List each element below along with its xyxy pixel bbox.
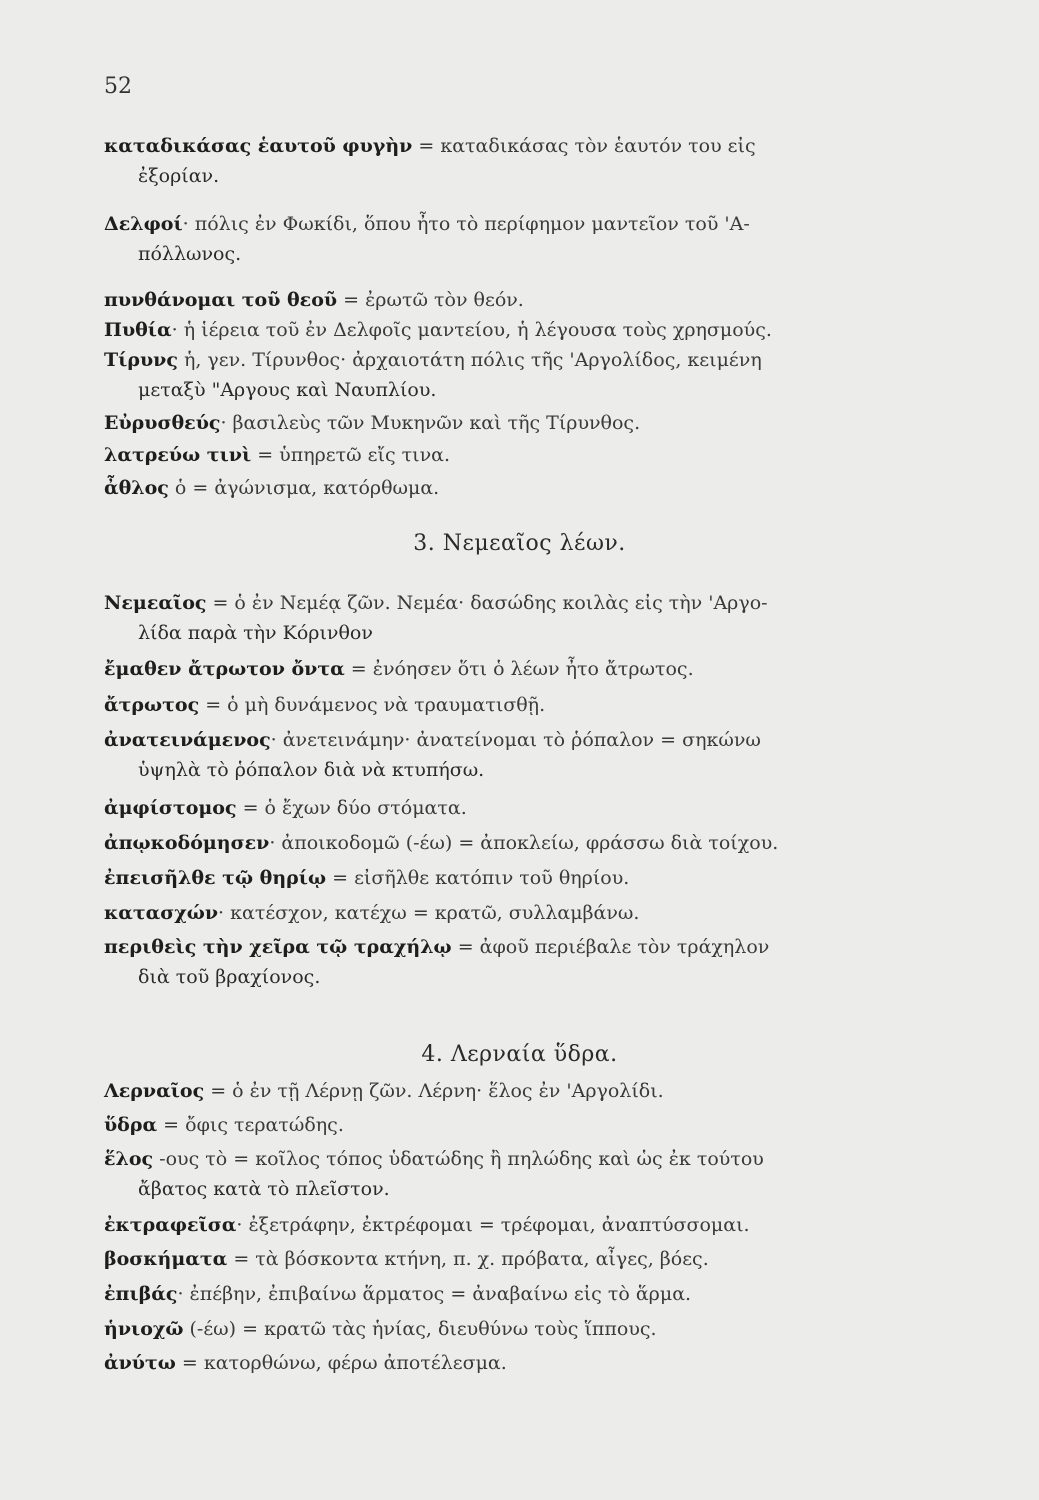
glossary-entry	[104, 1244, 964, 1274]
definition-continuation: πόλλωνος.	[138, 243, 242, 265]
headword: Δελφοί	[104, 213, 183, 235]
definition: = κατορθώνω, φέρω ἀποτέλεσμα.	[175, 1352, 507, 1374]
headword: ἀνατεινάμενος	[104, 729, 271, 751]
glossary-entry	[104, 1314, 964, 1344]
definition: · ἐξετράφην, ἐκτρέφομαι = τρέφομαι, ἀναπτύσσομαι.	[236, 1214, 750, 1236]
headword: ἆθλος	[104, 477, 169, 499]
definition: ὁ = ἀγώνισμα, κατόρθωμα.	[168, 477, 440, 499]
definition-continuation: λίδα παρὰ τὴν Κόρινθον	[138, 622, 373, 644]
headword: βοσκήματα	[104, 1248, 228, 1270]
definition: · πόλις ἐν Φωκίδι, ὅπου ἦτο τὸ περίφημον μαντεῖον τοῦ 'Α-	[182, 213, 750, 235]
glossary-entry	[104, 285, 964, 315]
definition: = ἐρωτῶ τὸν θεόν.	[337, 289, 524, 311]
glossary-entry	[104, 725, 964, 785]
glossary-entry	[104, 898, 964, 928]
headword: περιθεὶς τὴν χεῖρα τῷ τραχήλῳ	[104, 936, 452, 958]
headword: λατρεύω τινὶ	[104, 444, 252, 466]
headword: κατασχών	[104, 902, 219, 924]
glossary-entry	[104, 1279, 964, 1309]
glossary-entry	[104, 345, 964, 405]
definition-continuation: ὑψηλὰ τὸ ῥόπαλον διὰ νὰ κτυπήσω.	[138, 759, 485, 781]
definition: · κατέσχον, κατέχω = κρατῶ, συλλαμβάνω.	[218, 902, 640, 924]
glossary-entry	[104, 315, 964, 345]
definition: (-έω) = κρατῶ τὰς ἡνίας, διευθύνω τοὺς ἵππους.	[183, 1318, 657, 1340]
section-title: 3. Νεμεαῖος λέων.	[413, 531, 626, 556]
headword: ἐπιβάς	[104, 1283, 178, 1305]
headword: ἕλος	[104, 1148, 154, 1170]
headword: ἄτρωτος	[104, 694, 200, 716]
glossary-entry	[104, 1076, 964, 1106]
headword: ἀνύτω	[104, 1352, 176, 1374]
section-title: 4. Λερναία ὕδρα.	[421, 1042, 618, 1067]
headword: Τίρυνς	[104, 349, 178, 371]
definition: = ὁ μὴ δυνάμενος νὰ τραυματισθῇ.	[199, 694, 546, 716]
glossary-entry	[104, 473, 964, 503]
definition: -ους τὸ = κοῖλος τόπος ὑδατώδης ἢ πηλώδης καὶ ὡς ἐκ τούτου	[153, 1148, 764, 1170]
headword: Λερναῖος	[104, 1080, 205, 1102]
glossary-entry	[104, 793, 964, 823]
definition: · ἀνετεινάμην· ἀνατείνομαι τὸ ῥόπαλον = σηκώνω	[270, 729, 761, 751]
headword: Πυθία	[104, 319, 172, 341]
definition: · ἀποικοδομῶ (-έω) = ἀποκλείω, φράσσω διὰ τοίχου.	[269, 832, 779, 854]
definition: = ἐνόησεν ὅτι ὁ λέων ἦτο ἄτρωτος.	[344, 658, 694, 680]
headword: ἀμφίστομος	[104, 797, 237, 819]
headword: ἡνιοχῶ	[104, 1318, 184, 1340]
glossary-entry	[104, 932, 964, 992]
definition-continuation: μεταξὺ "Αργους καὶ Ναυπλίου.	[138, 379, 437, 401]
glossary-entry	[104, 654, 964, 684]
definition: = ὁ ἐν τῇ Λέρνῃ ζῶν. Λέρνη· ἕλος ἐν 'Αργολίδι.	[204, 1080, 664, 1102]
headword: Νεμεαῖος	[104, 592, 207, 614]
definition: ἡ, γεν. Τίρυνθος· ἀρχαιοτάτη πόλις τῆς 'Αργολίδος, κειμένη	[177, 349, 762, 371]
definition: = καταδικάσας τὸν ἑαυτόν του εἰς	[412, 135, 756, 157]
definition: · βασιλεὺς τῶν Μυκηνῶν καὶ τῆς Τίρυνθος.	[220, 412, 641, 434]
definition: = εἰσῆλθε κατόπιν τοῦ θηρίου.	[326, 867, 630, 889]
definition: = ὄφις τερατώδης.	[157, 1114, 344, 1136]
headword: ἐκτραφεῖσα	[104, 1214, 237, 1236]
definition: = ὁ ἐν Νεμέᾳ ζῶν. Νεμέα· δασώδης κοιλὰς εἰς τὴν 'Αργο-	[206, 592, 768, 614]
headword: ἐπεισῆλθε τῷ θηρίῳ	[104, 867, 327, 889]
headword: Εὐρυσθεύς	[104, 412, 221, 434]
headword: ὕδρα	[104, 1114, 158, 1136]
headword: ἔμαθεν ἄτρωτον ὄντα	[104, 658, 345, 680]
glossary-entry	[104, 131, 964, 191]
headword: πυνθάνομαι τοῦ θεοῦ	[104, 289, 338, 311]
definition: = τὰ βόσκοντα κτήνη, π. χ. πρόβατα, αἶγες, βόες.	[227, 1248, 709, 1270]
glossary-entry	[104, 1144, 964, 1204]
glossary-entry	[104, 588, 964, 648]
glossary-entry	[104, 440, 964, 470]
headword: καταδικάσας ἑαυτοῦ φυγὴν	[104, 135, 413, 157]
page-number: 52	[104, 74, 132, 99]
glossary-entry	[104, 1210, 964, 1240]
glossary-entry	[104, 1348, 964, 1378]
glossary-entry	[104, 408, 964, 438]
definition: · ἐπέβην, ἐπιβαίνω ἅρματος = ἀναβαίνω εἰς τὸ ἅρμα.	[177, 1283, 692, 1305]
definition: = ὑπηρετῶ εἴς τινα.	[251, 444, 451, 466]
glossary-entry	[104, 690, 964, 720]
definition: = ἀφοῦ περιέβαλε τὸν τράχηλον	[451, 936, 770, 958]
definition-continuation: ἐξορίαν.	[138, 165, 220, 187]
definition: · ἡ ἱέρεια τοῦ ἐν Δελφοῖς μαντείου, ἡ λέγουσα τοὺς χρησμούς.	[171, 319, 772, 341]
definition-continuation: ἄβατος κατὰ τὸ πλεῖστον.	[138, 1178, 390, 1200]
glossary-entry	[104, 828, 964, 858]
glossary-entry	[104, 1110, 964, 1140]
definition-continuation: διὰ τοῦ βραχίονος.	[138, 966, 321, 988]
headword: ἀπῳκοδόμησεν	[104, 832, 270, 854]
definition: = ὁ ἔχων δύο στόματα.	[236, 797, 467, 819]
glossary-entry	[104, 863, 964, 893]
glossary-entry	[104, 209, 964, 269]
